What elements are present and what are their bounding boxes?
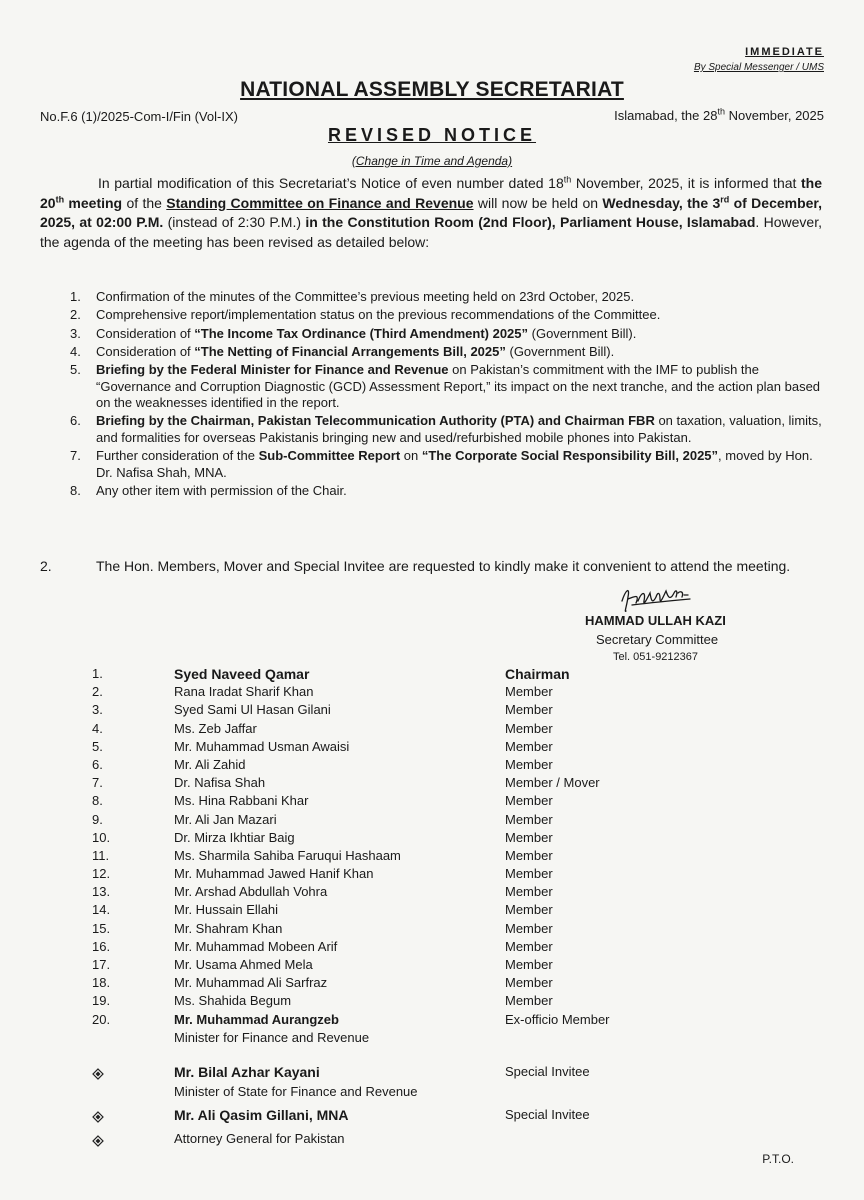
- member-row: [0, 721, 864, 739]
- member-name: Mr. Ali Jan Mazari: [174, 811, 277, 827]
- agenda-text: Comprehensive report/implementation status on the previous recommendations of the Committee.: [96, 307, 661, 323]
- member-name: Mr. Ali Zahid: [174, 756, 246, 772]
- intro-paragraph: [40, 174, 822, 252]
- member-row: [0, 866, 864, 884]
- member-role: Member: [505, 938, 553, 954]
- member-role: Member: [505, 702, 553, 718]
- member-role: Member: [505, 756, 553, 772]
- agenda-text: Any other item with permission of the Chair.: [96, 483, 347, 499]
- member-name: Syed Naveed Qamar: [174, 666, 310, 682]
- agenda-item: [70, 483, 822, 500]
- member-role: Member: [505, 720, 553, 736]
- member-row: [0, 884, 864, 902]
- member-num: 9.: [92, 811, 103, 827]
- date-sup: th: [717, 106, 725, 117]
- meeting-number-text: the 20: [40, 175, 822, 211]
- member-role: Member: [505, 993, 553, 1009]
- member-role: Member: [505, 957, 553, 972]
- member-row: [0, 993, 864, 1011]
- agenda-text: Confirmation of the minutes of the Committee’s previous meeting held on 23rd October, 2025.: [96, 289, 635, 304]
- member-role: Member / Mover: [505, 775, 600, 791]
- member-row: [0, 830, 864, 848]
- intro-text: November, 2025, it is informed that: [571, 175, 801, 191]
- date-prefix: Islamabad, the 28: [614, 108, 718, 123]
- notice-subtitle: (Change in Time and Agenda): [351, 154, 513, 168]
- members-list: [0, 666, 864, 1048]
- member-name: Mr. Muhammad Jawed Hanif Khan: [174, 866, 374, 882]
- member-name: Mr. Muhammad Mobeen Arif: [174, 938, 338, 954]
- notice-title: REVISED NOTICE: [327, 125, 537, 145]
- diamond-bullet-icon: [92, 1068, 104, 1080]
- signatory-name: HAMMAD ULLAH KAZI: [585, 613, 726, 628]
- member-row: [0, 684, 864, 702]
- member-num: 19.: [92, 993, 111, 1009]
- member-role: Ex-officio Member: [505, 1011, 610, 1027]
- member-num: 10.: [92, 829, 111, 845]
- agenda-item: [70, 307, 822, 324]
- agenda-list: [70, 289, 822, 501]
- member-sub-row: [0, 1030, 864, 1048]
- meeting-date-text: Wednesday, the 3: [602, 194, 721, 211]
- member-name: Ms. Shahida Begum: [174, 993, 292, 1009]
- agenda-num: 5.: [70, 362, 81, 378]
- member-num: 5.: [92, 738, 103, 754]
- agenda-text: Consideration of: [96, 343, 195, 359]
- attendance-paragraph: [40, 556, 822, 577]
- member-num: 1.: [92, 666, 103, 681]
- meeting-number-sup: th: [55, 193, 65, 204]
- date-line: [614, 108, 824, 123]
- member-name: Dr. Nafisa Shah: [174, 775, 266, 791]
- agenda-num: 4.: [70, 343, 81, 359]
- member-num: 4.: [92, 720, 103, 736]
- agenda-bold: Briefing by the Federal Minister for Finance and Revenue: [96, 362, 449, 378]
- member-role: Member: [505, 902, 553, 918]
- agenda-text: Further consideration of the: [96, 448, 259, 464]
- member-num: 8.: [92, 793, 103, 809]
- invitee-role: Special Invitee: [505, 1064, 590, 1079]
- member-row: [0, 975, 864, 993]
- member-row: [0, 812, 864, 830]
- agenda-bold: “The Netting of Financial Arrangements Bill, 2025”: [194, 343, 506, 359]
- agenda-num: 3.: [70, 325, 81, 341]
- diamond-bullet-icon: [92, 1111, 104, 1123]
- member-name: Mr. Muhammad Ali Sarfraz: [174, 975, 328, 991]
- agenda-item: [70, 362, 822, 412]
- agenda-num: 8.: [70, 483, 81, 499]
- invitee-name: Mr. Bilal Azhar Kayani: [174, 1064, 320, 1080]
- committee-name: Standing Committee on Finance and Revenue: [166, 194, 474, 211]
- agenda-bold: “The Corporate Social Responsibility Bill, 2025”: [421, 448, 719, 464]
- member-role: Member: [505, 829, 553, 845]
- member-row: [0, 902, 864, 920]
- member-role: Chairman: [505, 666, 570, 682]
- agenda-text: on Pakistan’s commitment with the IMF to publish the “Governance and Corruption Diagnostic (GCD) Assessment Report,” its impact on the next tranche, and the action plan based on the weaknesses identified in the report.: [96, 362, 821, 411]
- member-num: 13.: [92, 884, 111, 900]
- member-row: [0, 666, 864, 684]
- member-row: [0, 793, 864, 811]
- member-num: 15.: [92, 920, 111, 936]
- member-role: Member: [505, 847, 553, 863]
- diamond-bullet-icon: [92, 1135, 104, 1147]
- member-role: Member: [505, 866, 553, 882]
- member-name: Dr. Mirza Ikhtiar Baig: [174, 829, 295, 845]
- invitee-name: Mr. Ali Qasim Gillani, MNA: [174, 1107, 349, 1123]
- signatory-tel: Tel. 051-9212367: [613, 651, 699, 663]
- member-row: [0, 702, 864, 720]
- member-row: [0, 757, 864, 775]
- member-name: Mr. Usama Ahmed Mela: [174, 957, 313, 972]
- member-num: 2.: [92, 684, 103, 700]
- meeting-date-sup: rd: [720, 193, 730, 204]
- date-suffix: November, 2025: [724, 108, 824, 123]
- agenda-text: on taxation, valuation, limits, and formalities for overseas Pakistanis bringing new and used/refurbished mobile phones into Pakistan.: [96, 413, 822, 445]
- intro-text: . However, the agenda of the meeting has been revised as detailed below:: [40, 214, 822, 250]
- member-role: Member: [505, 793, 553, 809]
- member-name: Syed Sami Ul Hasan Gilani: [174, 702, 331, 718]
- meeting-time: of December, 2025, at 02:00 P.M.: [40, 194, 822, 230]
- intro-text: will now be held on: [473, 194, 603, 211]
- member-designation: Minister for Finance and Revenue: [174, 1029, 370, 1045]
- member-num: 17.: [92, 957, 111, 972]
- member-row: [0, 939, 864, 957]
- member-name: Mr. Hussain Ellahi: [174, 902, 279, 918]
- member-name: Mr. Muhammad Usman Awaisi: [174, 738, 350, 754]
- member-name: Mr. Arshad Abdullah Vohra: [174, 884, 328, 900]
- intro-sup: th: [563, 174, 572, 185]
- member-row: [0, 921, 864, 939]
- agenda-item: [70, 413, 822, 446]
- meeting-venue: in the Constitution Room (2nd Floor), Parliament House, Islamabad: [305, 214, 756, 230]
- immediate-label: IMMEDIATE: [745, 46, 824, 58]
- agenda-text: (Government Bill).: [528, 325, 637, 341]
- member-name: Mr. Muhammad Aurangzeb: [174, 1011, 339, 1027]
- member-row: [0, 775, 864, 793]
- file-number: No.F.6 (1)/2025-Com-I/Fin (Vol-IX): [40, 109, 238, 124]
- handwritten-signature: [618, 583, 694, 617]
- paragraph-number: 2.: [40, 558, 52, 574]
- member-num: 7.: [92, 775, 103, 791]
- agenda-num: 6.: [70, 413, 81, 429]
- member-role: Member: [505, 975, 553, 991]
- member-num: 16.: [92, 938, 111, 954]
- member-num: 18.: [92, 975, 111, 991]
- member-row: [0, 848, 864, 866]
- agenda-item: [70, 289, 822, 306]
- member-num: 6.: [92, 756, 103, 772]
- member-role: Member: [505, 684, 553, 700]
- invitee-designation: Attorney General for Pakistan: [174, 1131, 345, 1146]
- invitee-designation: Minister of State for Finance and Revenue: [174, 1084, 418, 1099]
- agenda-text: Consideration of: [96, 325, 195, 341]
- member-num: 20.: [92, 1011, 111, 1027]
- member-role: Member: [505, 738, 553, 754]
- agenda-text: (Government Bill).: [505, 343, 615, 359]
- attendance-text: The Hon. Members, Mover and Special Invitee are requested to kindly make it convenient to attend the meeting.: [96, 558, 791, 574]
- member-row: [0, 957, 864, 975]
- agenda-text: on: [400, 448, 422, 464]
- messenger-label: By Special Messenger / UMS: [693, 62, 824, 73]
- secretariat-title: NATIONAL ASSEMBLY SECRETARIAT: [240, 78, 624, 101]
- member-role: Member: [505, 920, 553, 936]
- agenda-num: 2.: [70, 307, 81, 323]
- member-row: [0, 1012, 864, 1030]
- intro-text: of the: [122, 194, 167, 211]
- agenda-bold: Sub-Committee Report: [258, 448, 401, 464]
- member-name: Rana Iradat Sharif Khan: [174, 684, 314, 700]
- agenda-bold: Briefing by the Chairman, Pakistan Telecommunication Authority (PTA) and Chairman FBR: [96, 413, 655, 429]
- member-role: Member: [505, 884, 553, 900]
- agenda-text: , moved by Hon. Dr. Nafisa Shah, MNA.: [96, 448, 813, 480]
- member-name: Ms. Zeb Jaffar: [174, 720, 257, 736]
- member-row: [0, 739, 864, 757]
- member-num: 14.: [92, 902, 111, 918]
- agenda-num: 1.: [70, 289, 81, 304]
- agenda-item: [70, 448, 822, 481]
- intro-text: In partial modification of this Secretariat’s Notice of even number dated 18: [98, 175, 564, 191]
- member-num: 12.: [92, 866, 111, 882]
- member-num: 11.: [92, 847, 110, 863]
- signatory-role: Secretary Committee: [596, 632, 719, 647]
- agenda-item: [70, 344, 822, 361]
- member-name: Mr. Shahram Khan: [174, 920, 283, 936]
- pto-label: P.T.O.: [762, 1152, 794, 1166]
- member-num: 3.: [92, 702, 103, 718]
- meeting-word: meeting: [64, 194, 123, 211]
- agenda-bold: “The Income Tax Ordinance (Third Amendment) 2025”: [194, 325, 529, 341]
- invitee-role: Special Invitee: [505, 1107, 590, 1122]
- intro-text: (instead of 2:30 P.M.): [163, 214, 306, 230]
- member-name: Ms. Hina Rabbani Khar: [174, 793, 309, 809]
- agenda-num: 7.: [70, 448, 81, 464]
- member-role: Member: [505, 811, 553, 827]
- agenda-item: [70, 326, 822, 343]
- member-name: Ms. Sharmila Sahiba Faruqui Hashaam: [174, 847, 401, 863]
